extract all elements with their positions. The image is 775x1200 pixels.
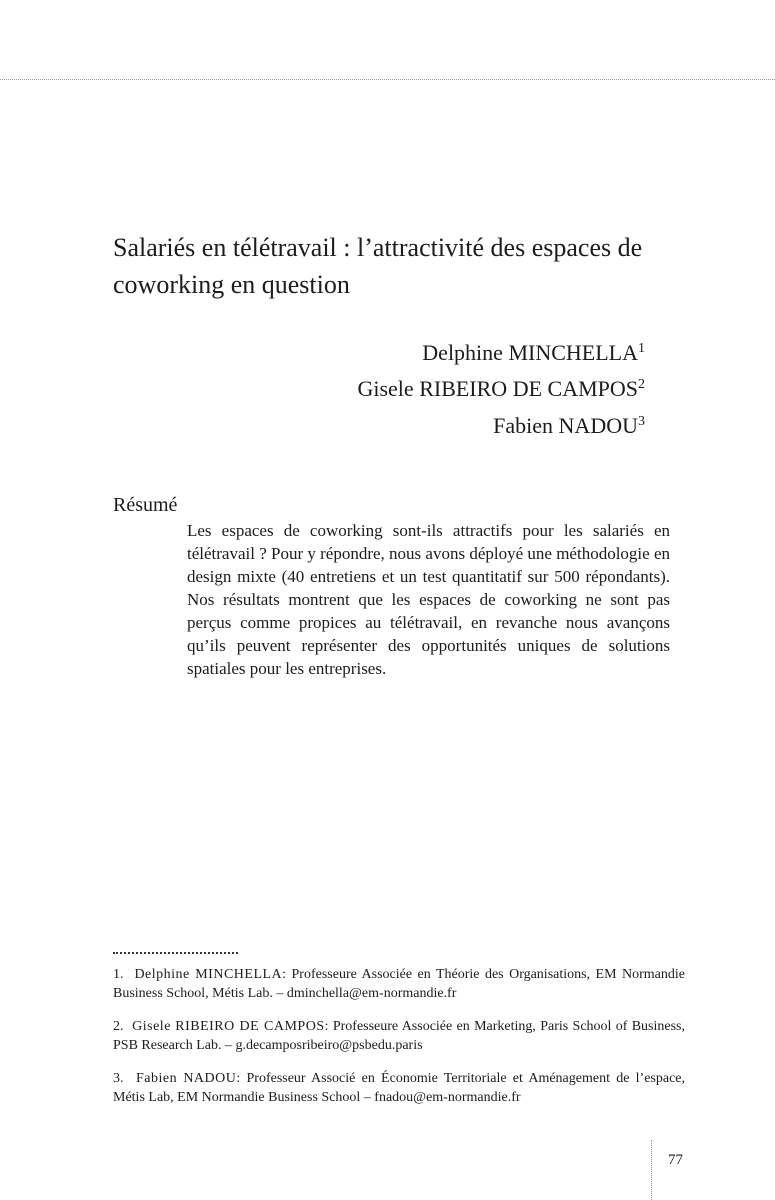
footnote-author-last: RIBEIRO DE CAMPOS: [175, 1019, 325, 1034]
author-last-name: RIBEIRO DE CAMPOS: [419, 376, 638, 401]
footnote-3: [113, 1069, 685, 1107]
footnote-author-first: Gisele: [132, 1019, 171, 1034]
author-footnote-marker: 3: [638, 414, 645, 429]
footnote-number: 3.: [113, 1071, 124, 1086]
footnote-author-last: MINCHELLA: [195, 967, 283, 982]
footnote-text: : Professeur Associé en Économie Territoriale et Aménagement de l’espace, Métis Lab, EM Normandie Business School – fnadou@em-normandie.fr: [113, 1071, 686, 1105]
author-first-name: Fabien: [493, 413, 554, 438]
footnote-number: 1.: [113, 967, 124, 982]
footnote-2: [113, 1017, 685, 1055]
footnote-author-first: Fabien: [135, 1071, 178, 1086]
author-last-name: MINCHELLA: [508, 340, 638, 365]
footnote-text: : Professeure Associée en Marketing, Paris School of Business, PSB Research Lab. – g.decamposribeiro@psbedu.paris: [113, 1019, 686, 1053]
author-footnote-marker: 1: [638, 341, 645, 356]
author-first-name: Gisele: [357, 376, 414, 401]
page-number: 77: [668, 1152, 683, 1168]
abstract-text: Les espaces de coworking sont-ils attractifs pour les salariés en télétravail ? Pour y répondre, nous avons déployé une méthodologie en design mixte (40 entretiens et un test quantitatif sur 500 répondants). Nos résultats montrent que les espaces de coworking ne sont pas perçus comme propices au télétravail, en revanche nous avançons qu’ils peuvent représenter des opportunités uniques de solutions spatiales pour les entreprises.: [187, 521, 670, 678]
author-3: [493, 411, 645, 441]
article-title: Salariés en télétravail : l’attractivité des espaces de coworking en question: [113, 233, 643, 299]
author-footnote-marker: 2: [638, 377, 645, 392]
author-last-name: NADOU: [558, 413, 638, 438]
footnote-1: [113, 965, 685, 1003]
abstract-heading: Résumé: [113, 494, 178, 516]
footnote-text: : Professeure Associée en Théorie des Organisations, EM Normandie Business School, Métis Lab. – dminchella@em-normandie.fr: [113, 967, 686, 1001]
footer-dotted-rule: [651, 1140, 652, 1200]
author-1: [422, 338, 645, 368]
author-2: [357, 374, 645, 404]
author-first-name: Delphine: [422, 340, 503, 365]
footnote-author-last: NADOU: [183, 1071, 237, 1086]
footnote-number: 2.: [113, 1019, 124, 1034]
footnote-separator: [113, 952, 238, 954]
footnote-author-first: Delphine: [134, 967, 190, 982]
header-dotted-rule: [0, 79, 775, 80]
